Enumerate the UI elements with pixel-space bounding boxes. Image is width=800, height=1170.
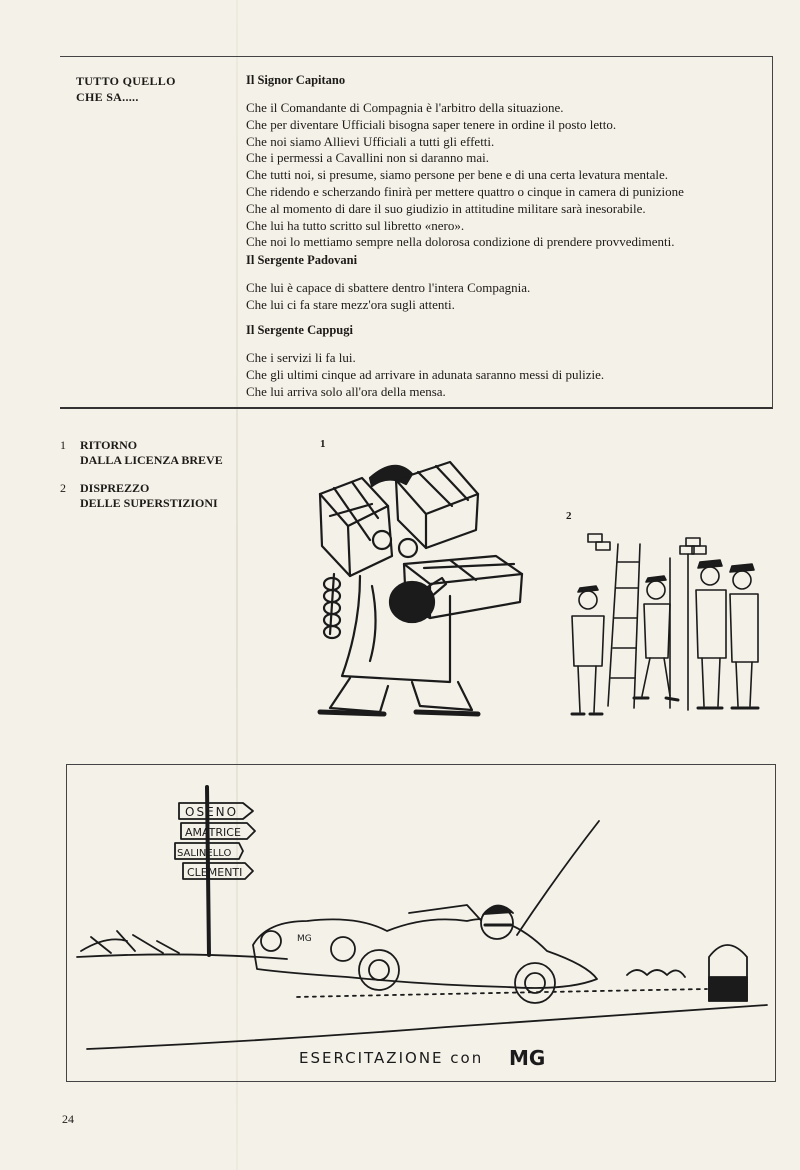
sign-amatrice: AMATRICE xyxy=(185,826,241,839)
text-line: Che gli ultimi cinque ad arrivare in adunata saranno messi di pulizie. xyxy=(246,366,605,382)
caption-2 xyxy=(60,481,218,511)
box-title-line-2: CHE SA..... xyxy=(76,90,139,104)
officers-ladder-illustration xyxy=(558,528,770,726)
text-line: Che lui ci fa stare mezz'ora sugli attenti. xyxy=(246,296,455,312)
section-padovani xyxy=(246,253,766,314)
text-line: Che lui ha tutto scritto sul libretto «nero». xyxy=(246,217,465,233)
page-number: 24 xyxy=(62,1112,74,1126)
text-line: Che noi siamo Allievi Ufficiali a tutti gli effetti. xyxy=(246,133,495,149)
text-line: Che per diventare Ufficiali bisogna saper tenere in ordine il posto letto. xyxy=(246,116,617,132)
sign-salinello: SALINELLO xyxy=(177,848,232,859)
car-cartoon-illustration xyxy=(67,765,775,1081)
text-line: Che i servizi li fa lui. xyxy=(246,350,356,365)
text-line: Che ridendo e scherzando finirà per mettere quattro o cinque in camera di punizione xyxy=(246,183,684,199)
section-heading: Il Sergente Padovani xyxy=(246,253,358,267)
text-line: Che i permessi a Cavallini non si daranno mai. xyxy=(246,150,489,166)
car-plate: MG xyxy=(297,934,312,944)
mg-logo-text: MG xyxy=(509,1046,546,1070)
car-cartoon-box xyxy=(66,764,776,1082)
quotes-box xyxy=(60,56,773,409)
text-line: Che lui arriva solo all'ora della mensa. xyxy=(246,383,446,399)
text-line: Che tutti noi, si presume, siamo persone per bene e di una certa levatura mentale. xyxy=(246,167,668,183)
caption-line: DALLA LICENZA BREVE xyxy=(80,453,223,467)
sign-clementi: CLEMENTI xyxy=(187,866,243,879)
sign-oseno: OSENO xyxy=(185,805,239,819)
box-title xyxy=(76,73,176,105)
caption-line: DELLE SUPERSTIZIONI xyxy=(80,496,218,510)
text-line: Che lui è capace di sbattere dentro l'intera Compagnia. xyxy=(246,280,531,295)
soldier-with-packages-illustration xyxy=(300,456,540,726)
section-heading: Il Sergente Cappugi xyxy=(246,323,353,337)
text-line: Che il Comandante di Compagnia è l'arbitro della situazione. xyxy=(246,100,564,115)
box-title-line-1: TUTTO QUELLO xyxy=(76,74,176,88)
caption-line: DISPREZZO xyxy=(80,481,150,495)
figure-number-2: 2 xyxy=(566,510,572,522)
cartoon-caption: ESERCITAZIONE con xyxy=(299,1049,484,1067)
caption-1 xyxy=(60,438,223,468)
section-heading: Il Signor Capitano xyxy=(246,73,346,87)
caption-number: 1 xyxy=(60,438,66,452)
section-cappugi xyxy=(246,323,766,400)
text-line: Che noi lo mettiamo sempre nella dolorosa condizione di prendere provvedimenti. xyxy=(246,234,675,250)
section-capitano xyxy=(246,73,766,251)
caption-number: 2 xyxy=(60,481,66,495)
caption-line: RITORNO xyxy=(80,438,138,452)
figure-number-1: 1 xyxy=(320,438,326,450)
text-line: Che al momento di dare il suo giudizio in attitudine militare sarà inesorabile. xyxy=(246,200,646,216)
